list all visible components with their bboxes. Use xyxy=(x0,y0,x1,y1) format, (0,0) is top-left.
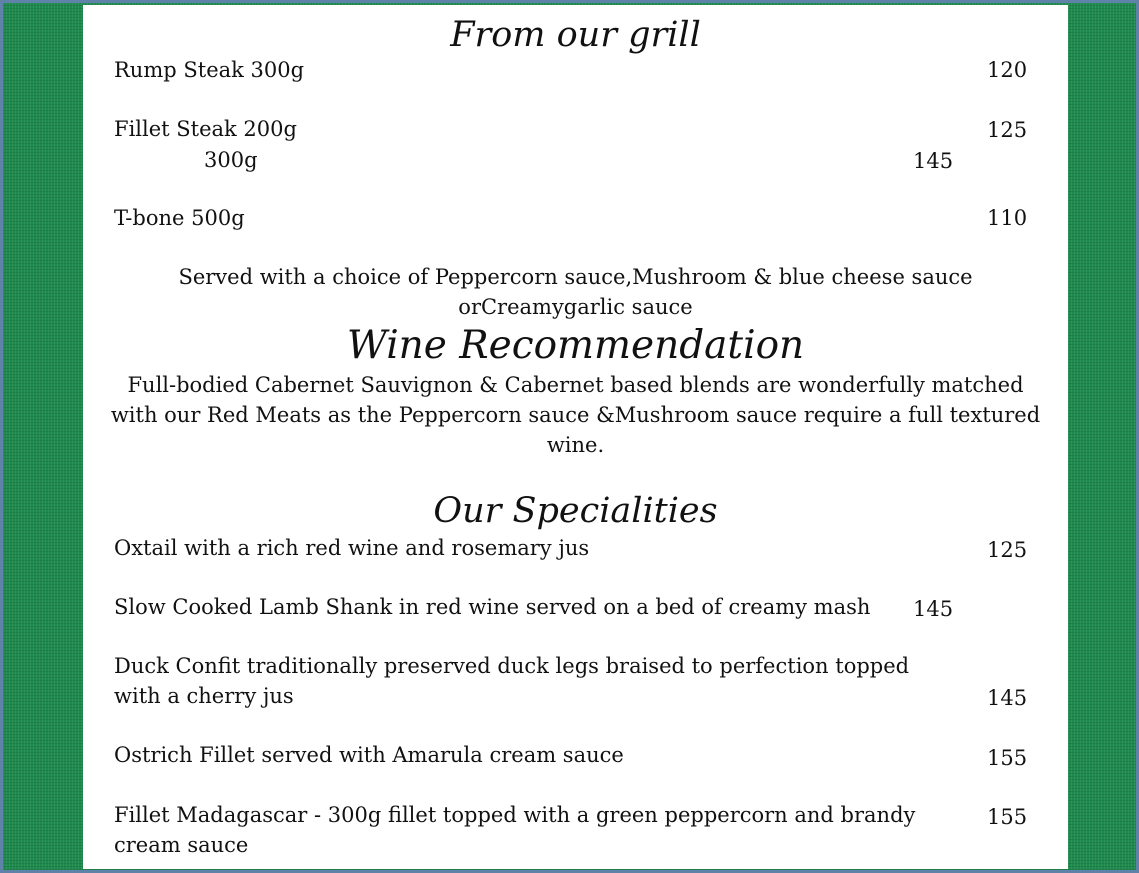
menu-item-oxtail-price: 125 xyxy=(987,538,1028,562)
sauce-note xyxy=(83,262,1068,322)
wine-line: with our Red Meats as the Peppercorn sauce &Mushroom sauce require a full textured xyxy=(110,403,1041,427)
menu-item-fillet-steak-300g-price: 145 xyxy=(913,149,954,173)
wine-line: wine. xyxy=(546,433,605,457)
menu-item-rump-steak: Rump Steak 300g xyxy=(114,58,305,82)
menu-item-fillet-steak-price: 125 xyxy=(987,118,1028,142)
menu-page xyxy=(83,5,1068,869)
menu-item-lamb-shank: Slow Cooked Lamb Shank in red wine served on a bed of creamy mash xyxy=(114,595,871,619)
menu-item-duck-confit-line-2: with a cherry jus xyxy=(114,684,294,708)
wine-recommendation-text xyxy=(83,370,1068,460)
menu-item-t-bone-price: 110 xyxy=(987,206,1028,230)
menu-item-fillet-madagascar-price: 155 xyxy=(987,805,1028,829)
sauce-note-line: orCreamygarlic sauce xyxy=(458,295,693,319)
menu-item-rump-steak-price: 120 xyxy=(987,58,1028,82)
grill-heading: From our grill xyxy=(450,15,701,55)
specialities-heading: Our Specialities xyxy=(433,491,718,531)
wine-heading: Wine Recommendation xyxy=(346,323,805,368)
menu-item-ostrich-fillet: Ostrich Fillet served with Amarula cream sauce xyxy=(114,743,624,767)
menu-item-ostrich-fillet-price: 155 xyxy=(987,746,1028,770)
menu-item-fillet-steak: Fillet Steak 200g xyxy=(114,117,297,141)
menu-item-duck-confit-price: 145 xyxy=(987,686,1028,710)
menu-item-fillet-steak-300g: 300g xyxy=(204,148,258,172)
menu-item-fillet-madagascar: Fillet Madagascar - 300g fillet topped with a green peppercorn and brandy xyxy=(114,803,916,827)
wine-line: Full-bodied Cabernet Sauvignon & Cabernet based blends are wonderfully matched xyxy=(127,373,1024,397)
menu-item-duck-confit: Duck Confit traditionally preserved duck legs braised to perfection topped xyxy=(114,654,910,678)
sauce-note-line: Served with a choice of Peppercorn sauce,Mushroom & blue cheese sauce xyxy=(178,265,973,289)
menu-item-fillet-madagascar-line-2: cream sauce xyxy=(114,833,249,857)
menu-item-t-bone: T-bone 500g xyxy=(114,206,245,230)
menu-item-oxtail: Oxtail with a rich red wine and rosemary jus xyxy=(114,536,590,560)
menu-item-lamb-shank-price: 145 xyxy=(913,597,954,621)
